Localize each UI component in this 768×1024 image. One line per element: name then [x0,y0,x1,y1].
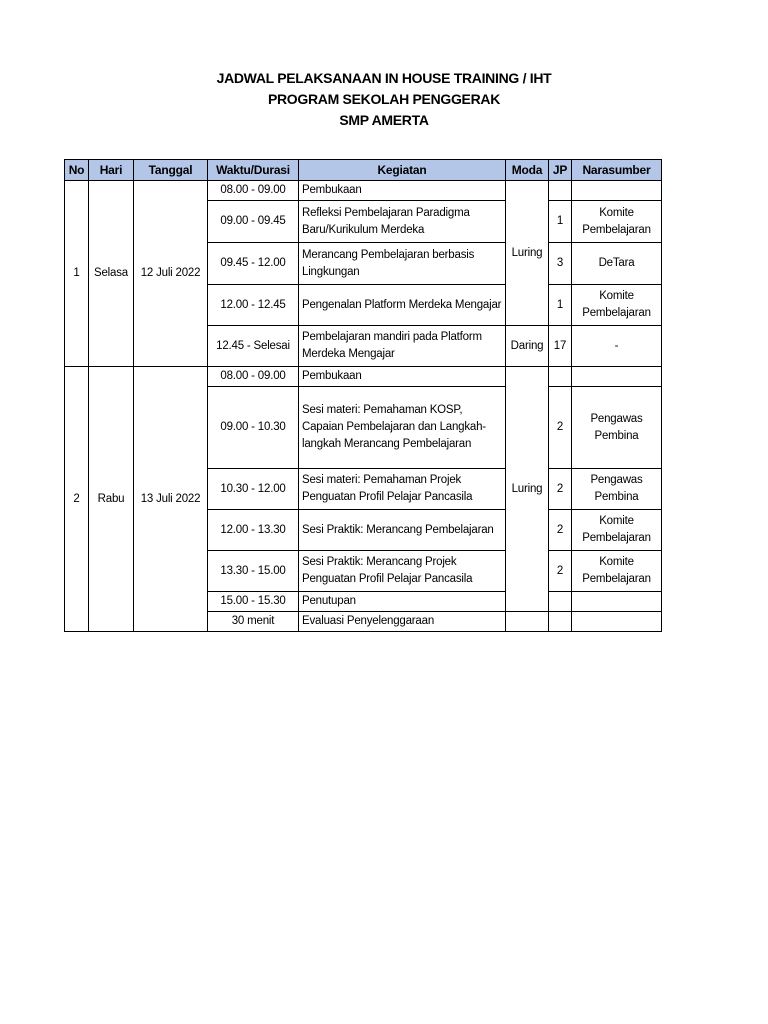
jp-cell: 1 [549,201,572,243]
jp-cell: 17 [549,326,572,367]
table-row [65,181,662,201]
title-line-3: SMP AMERTA [339,112,429,128]
jp-cell [549,592,572,612]
jp-cell: 1 [549,285,572,326]
waktu-cell: 12.45 - Selesai [208,326,299,367]
waktu-cell: 08.00 - 09.00 [208,367,299,387]
jp-cell: 2 [549,510,572,551]
kegiatan-cell: Sesi Praktik: Merancang Projek Penguatan Profil Pelajar Pancasila [299,551,506,592]
header-jp: JP [549,160,572,181]
waktu-cell: 15.00 - 15.30 [208,592,299,612]
waktu-cell: 08.00 - 09.00 [208,181,299,201]
header-kegiatan: Kegiatan [299,160,506,181]
narasumber-cell: - [572,326,662,367]
narasumber-cell [572,612,662,632]
narasumber-cell [572,367,662,387]
waktu-cell: 12.00 - 12.45 [208,285,299,326]
kegiatan-cell: Sesi Praktik: Merancang Pembelajaran [299,510,506,551]
day-hari: Selasa [89,181,134,367]
narasumber-cell: DeTara [572,243,662,285]
kegiatan-cell: Sesi materi: Pemahaman KOSP, Capaian Pembelajaran dan Langkah-langkah Merancang Pembelajaran [299,387,506,469]
kegiatan-cell: Pembukaan [299,367,506,387]
waktu-cell: 09.45 - 12.00 [208,243,299,285]
day-hari: Rabu [89,367,134,632]
waktu-cell: 12.00 - 13.30 [208,510,299,551]
header-hari: Hari [89,160,134,181]
moda-cell [506,612,549,632]
kegiatan-cell: Evaluasi Penyelenggaraan [299,612,506,632]
waktu-cell: 30 menit [208,612,299,632]
waktu-cell: 09.00 - 10.30 [208,387,299,469]
table-row [65,367,662,387]
moda-cell: Daring [506,326,549,367]
moda-cell: Luring [506,367,549,612]
kegiatan-cell: Sesi materi: Pemahaman Projek Penguatan Profil Pelajar Pancasila [299,469,506,510]
day-no: 1 [65,181,89,367]
narasumber-cell: Pengawas Pembina [572,469,662,510]
kegiatan-cell: Merancang Pembelajaran berbasis Lingkungan [299,243,506,285]
narasumber-cell: Pengawas Pembina [572,387,662,469]
narasumber-cell: Komite Pembelajaran [572,551,662,592]
header-row [65,160,662,181]
narasumber-cell: Komite Pembelajaran [572,201,662,243]
kegiatan-cell: Pengenalan Platform Merdeka Mengajar [299,285,506,326]
narasumber-cell: Komite Pembelajaran [572,510,662,551]
day-tanggal: 12 Juli 2022 [134,181,208,367]
header-waktu: Waktu/Durasi [208,160,299,181]
day-tanggal: 13 Juli 2022 [134,367,208,632]
jp-cell: 2 [549,469,572,510]
document-title [0,68,768,131]
jp-cell [549,181,572,201]
header-narasumber: Narasumber [572,160,662,181]
kegiatan-cell: Penutupan [299,592,506,612]
schedule-table [64,159,662,632]
header-moda: Moda [506,160,549,181]
jp-cell [549,367,572,387]
jp-cell: 2 [549,387,572,469]
narasumber-cell [572,592,662,612]
title-line-1: JADWAL PELAKSANAAN IN HOUSE TRAINING / IHT [216,70,552,86]
title-line-2: PROGRAM SEKOLAH PENGGERAK [267,91,501,107]
jp-cell: 3 [549,243,572,285]
header-no: No [65,160,89,181]
kegiatan-cell: Pembukaan [299,181,506,201]
jp-cell: 2 [549,551,572,592]
kegiatan-cell: Pembelajaran mandiri pada Platform Merdeka Mengajar [299,326,506,367]
kegiatan-cell: Refleksi Pembelajaran Paradigma Baru/Kurikulum Merdeka [299,201,506,243]
waktu-cell: 10.30 - 12.00 [208,469,299,510]
waktu-cell: 13.30 - 15.00 [208,551,299,592]
narasumber-cell: Komite Pembelajaran [572,285,662,326]
header-tanggal: Tanggal [134,160,208,181]
waktu-cell: 09.00 - 09.45 [208,201,299,243]
moda-cell: Luring [506,181,549,326]
narasumber-cell [572,181,662,201]
day-no: 2 [65,367,89,632]
jp-cell [549,612,572,632]
